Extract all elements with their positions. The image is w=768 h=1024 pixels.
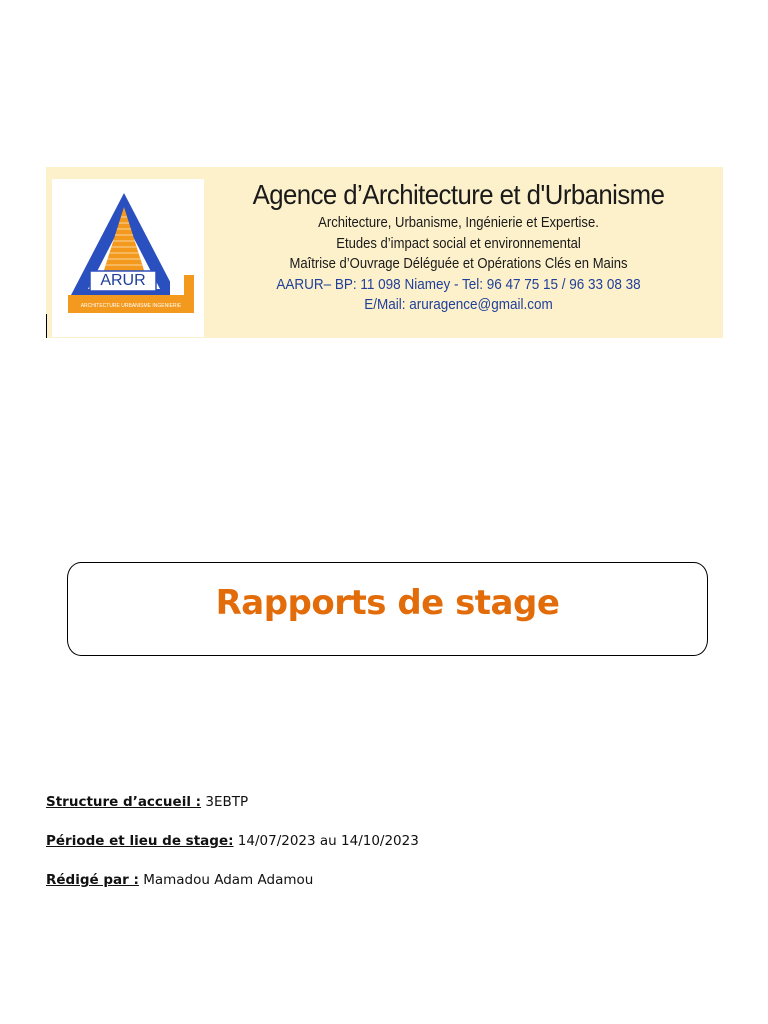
logo-tagline: ARCHITECTURE URBANISME INGENIERIE — [80, 303, 182, 309]
email-line: E/Mail: aruragence@gmail.com — [364, 296, 553, 313]
letterhead-banner — [46, 167, 723, 338]
logo-text: ARUR — [100, 272, 146, 289]
report-title: Rapports de stage — [215, 583, 560, 623]
host-structure-value: 3EBTP — [201, 794, 249, 810]
author-line — [46, 872, 313, 888]
author-value: Mamadou Adam Adamou — [138, 872, 314, 888]
contact-line: AARUR– BP: 11 098 Niamey - Tel: 96 47 75 15 / 96 33 08 38 — [276, 275, 641, 293]
author-label: Rédigé par : — [46, 872, 139, 888]
edge-mark — [46, 314, 47, 338]
activity-line-1: Architecture, Urbanisme, Ingénierie et Expertise. — [318, 215, 599, 231]
agency-logo — [52, 179, 204, 337]
activity-line-2: Etudes d’impact social et environnemental — [336, 235, 581, 252]
internship-period-value: 14/07/2023 au 14/10/2023 — [233, 833, 419, 849]
internship-period-label: Période et lieu de stage: — [46, 833, 234, 849]
internship-period-line — [46, 833, 419, 849]
host-structure-label: Structure d’accueil : — [46, 794, 202, 810]
organization-info — [206, 177, 711, 316]
organization-name: Agence d’Architecture et d'Urbanisme — [252, 179, 665, 210]
title-box — [67, 562, 708, 656]
activity-line-3: Maîtrise d’Ouvrage Déléguée et Opérations Clés en Mains — [289, 256, 628, 272]
host-structure-line — [46, 794, 248, 810]
